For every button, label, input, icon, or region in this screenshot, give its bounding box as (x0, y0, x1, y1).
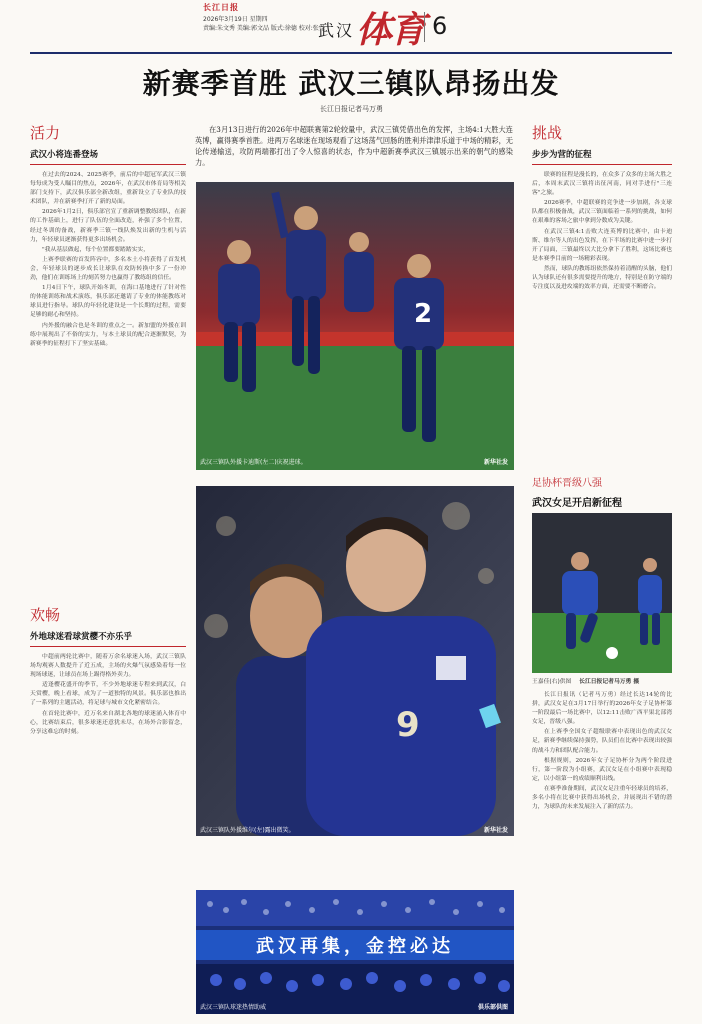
photo-credit: 新华社发 (483, 459, 508, 466)
editorial-staff: 责编:朱文秀 美编:郭文品 版式:徐德 校对:张尧 (203, 25, 325, 32)
section-title-vitality: 活力 (30, 124, 61, 142)
photo-caption: 武汉三镇队外援卡迪斯(左二)庆祝进球。 (200, 459, 307, 466)
paragraph: 联赛的征程是漫长的，在众多了众多的主场大胜之后，本周末武汉三镇将出征河南，同对手进行"三连客"之旅。 (532, 172, 672, 197)
photo-women-football (532, 513, 672, 673)
paragraph: 2026年1月2日，俱乐部官宣了重新调整教练团队，在新的工作基础上，进行了队伍的全面改造，补强了多个位置，经过冬训的备战，新赛季三镇一线队焕发出新的生机与活力，年轻球员逐渐获得更多出场机会。 (30, 209, 186, 243)
paragraph: 2026赛季，中超联赛的竞争进一步加剧，各支球队都在积极备战，武汉三镇面临着一系列的挑战，如何在艰难的客场之旅中拿到分数成为关键。 (532, 200, 672, 225)
left-column-lower (30, 604, 186, 738)
section-title-joy: 欢畅 (30, 606, 61, 624)
paragraph: 上赛季联赛的首发阵容中，多名本土小将获得了首发机会，年轻球员的逐步成长让球队在攻防转换中多了一份冲劲，他们在训练场上的刻苦努力也赢得了教练组的信任。 (30, 256, 186, 282)
page-number: 6 (432, 12, 448, 40)
masthead-divider (424, 12, 425, 42)
paragraph: "我从基层做起，每个位置都要踏踏实实， (42, 246, 150, 253)
issue-date: 2026年3月19日 星期四 (203, 16, 268, 23)
section-rule (30, 646, 186, 647)
section-title-women-cup: 足协杯晋级八强 (532, 478, 602, 489)
paragraph: 长江日报讯（记者马万勇）经过长达14轮的比拼，武汉女足在3月17日举行的2026年女子足协杯第一阶段最后一场比赛中，以12:11击败广西平果北部湾女足，晋级八强。 (532, 692, 672, 726)
photo-credit: 长江日报记者马万勇 摄 (579, 679, 640, 685)
section-rule (30, 164, 186, 165)
newspaper-logo: 长江日报 (203, 2, 239, 12)
paragraph: 根据规则，2026年女子足协杯分为两个阶段进行，第一阶段为小组赛，武汉女足在小组赛中表现稳定，以小组第一的成绩顺利出线。 (532, 757, 672, 782)
photo-credit: 新华社发 (483, 827, 508, 834)
section-label: 武汉 (318, 21, 355, 40)
section-subtitle-challenge: 步步为营的征程 (532, 150, 592, 160)
section-subtitle-joy: 外地球迷看球赏樱不亦乐乎 (30, 632, 133, 642)
left-column (30, 122, 186, 350)
photo-women-football-image (532, 513, 672, 673)
article-body-challenge (532, 171, 672, 292)
jersey-number: 9 (396, 705, 420, 745)
photo-caption: 王嘉佳(右)供图 (532, 679, 572, 685)
section-rule (532, 164, 672, 165)
section-subtitle-vitality: 武汉小将连番登场 (30, 150, 99, 160)
paragraph: 适逢樱花盛开的季节，不少外地球迷专程来到武汉，白天赏樱，晚上看球，成为了一道独特的风景。俱乐部也推出了一系列的主题活动，将足球与城市文化紧密结合。 (30, 682, 186, 707)
photo-caption-women (532, 676, 672, 685)
paragraph: 内外援的融合也是冬训的重点之一。新加盟的外援在训练中展现出了不俗的实力，与本土球员的配合逐渐默契，为新赛季的征程打下了坚实基础。 (30, 322, 186, 347)
photo-goal-celebration-image (196, 182, 514, 470)
photo-caption: 武汉三镇队外援维尔(左)露出微笑。 (200, 827, 295, 834)
masthead-rule (30, 52, 672, 54)
paragraph: 中超前两轮比赛中，随着万余名球迷入场，武汉三镇队场均观赛人数提升了近五成，主场的火爆气氛感染着每一位现场球迷，让球员在场上踢得格外卖力。 (30, 654, 186, 679)
paragraph: 在上赛季全国女子超级联赛中表现出色的武汉女足，新赛季继续保持强势，队员们在比赛中表现出较强的战斗力和团队配合能力。 (532, 729, 672, 754)
svg-text:2: 2 (414, 299, 433, 329)
paragraph: 然而，球队的教练组依然保持着清醒的头脑，他们认为球队还有很多需要提升的地方，特别是在防守端的专注度以及进攻端的效率方面，还需要不断磨合。 (532, 265, 672, 291)
article-body-joy (30, 653, 186, 737)
fan-banner-text: 武汉再集，金控必达 (256, 936, 454, 957)
paragraph: 在赛季准备期间，武汉女足注重年轻球员的培养，多名小将在比赛中获得出场机会，并展现出不错的潜力，为球队的未来发展注入了新的活力。 (532, 785, 672, 811)
intro-paragraph: 在3月13日进行的2026年中超联赛第2轮较量中，武汉三镇凭借出色的发挥，主场4:1大胜大连英博，赢得赛季首胜。进两万名球迷在现场观看了这场荡气回肠的胜利并津津乐道于中场的精彩，无论传递输送，攻防两端都打出了令人惊喜的状态，作为中超新赛季武汉三镇展示出来的朝气的感染力。 (195, 125, 513, 167)
paragraph: 1月4日下午，球队开始冬训，在海口基地进行了针对性的体能训练和战术演练，俱乐部还邀请了专业的体能教练对球员进行指导。球队的年轻化建设是一个长期的过程，需要足够的耐心和坚持。 (30, 285, 186, 319)
section-subtitle-women-cup: 武汉女足开启新征程 (532, 498, 622, 509)
photo-fans-support-image (196, 890, 514, 1014)
section-name: 体育 (356, 10, 425, 51)
photo-credit: 俱乐部供图 (477, 1004, 508, 1011)
paragraph: 在过去的2024、2025赛季，前后的中超冠军武汉三镇每每成为受人瞩目的焦点，2026年，在武汉市体育局等相关部门支持下，武汉俱乐部全新改组，重新设立了专业队的技术团队，并在新赛季打开了新的局面。 (30, 172, 186, 206)
paragraph: 在首轮比赛中，近万名来自湖北各地的球迷涌入体育中心，比赛结束后，很多球迷还意犹未尽，在场外合影留念，分享这难忘的时刻。 (30, 710, 186, 735)
photo-fans-support (196, 890, 514, 1014)
masthead (0, 0, 702, 56)
article-body-women-cup (532, 691, 672, 812)
right-column (532, 122, 672, 293)
byline: 长江日报记者马万勇 (320, 105, 383, 113)
photo-goal-celebration (196, 182, 514, 470)
paragraph: 在武汉三镇4:1击败大连英博的比赛中，由卡迪斯、维尔等人的出色发挥，在下半场的比赛中进一步打开了局面，三镇最终以大比分拿下了胜利，这场比赛也是本赛季目前的一场精彩表现。 (532, 228, 672, 262)
section-title-challenge: 挑战 (532, 124, 563, 142)
main-headline: 新赛季首胜 武汉三镇队昂扬出发 (142, 67, 560, 100)
photo-player-smile (196, 486, 514, 836)
photo-caption: 武汉三镇队球迷热情助威 (200, 1004, 267, 1011)
article-body-vitality (30, 171, 186, 349)
right-column-lower (532, 474, 672, 813)
photo-player-smile-image (196, 486, 514, 836)
